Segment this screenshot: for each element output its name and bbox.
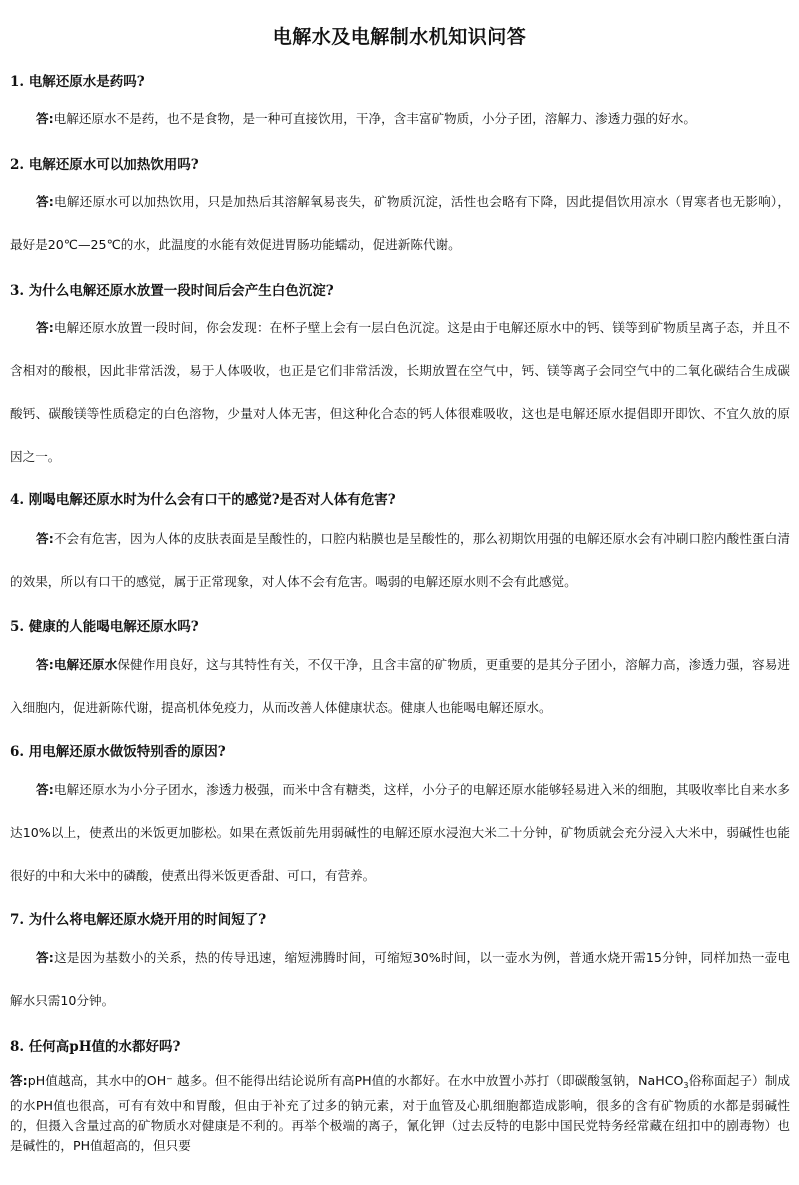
answer-label: 答: [36, 782, 54, 797]
answer-text: 电解还原水不是药，也不是食物，是一种可直接饮用，干净，含丰富矿物质，小分子团，溶解力、渗透力强的好水。 [53, 111, 696, 126]
question-1: 1. 电解还原水是药吗? [10, 74, 145, 90]
question-8: 8. 任何高pH值的水都好吗? [10, 1039, 181, 1055]
answer-4 [10, 517, 790, 603]
answer-2 [10, 180, 790, 266]
answer-label: 答: [36, 194, 54, 209]
answer-8 [10, 1071, 790, 1156]
question-3: 3. 为什么电解还原水放置一段时间后会产生白色沉淀? [10, 283, 334, 299]
question-6: 6. 用电解还原水做饭特别香的原因? [10, 744, 226, 760]
answer-7 [10, 936, 790, 1022]
answer-5 [10, 643, 790, 729]
answer-text: 电解还原水可以加热饮用，只是加热后其溶解氧易丧失，矿物质沉淀，活性也会略有下降，因此提倡饮用凉水（胃寒者也无影响），最好是20℃—25℃的水，此温度的水能有效促进胃肠功能蠕动，促进新陈代谢。 [10, 194, 790, 252]
question-4: 4. 刚喝电解还原水时为什么会有口干的感觉?是否对人体有危害? [10, 492, 396, 508]
answer-text: 保健作用良好，这与其特性有关，不仅干净，且含丰富的矿物质，更重要的是其分子团小，溶解力高，渗透力强，容易进入细胞内，促进新陈代谢，提高机体免疫力，从而改善人体健康状态。健康人也能喝电解还原水。 [10, 657, 791, 715]
answer-text-part2: 俗称面起子）制成的水PH值也很高，可有有效中和胃酸，但由于补充了过多的钠元素，对于血管及心肌细胞都造成影响，很多的含有矿物质的水都是弱碱性的，但摄入含量过高的矿物质水对健康是不利的。再举个极端的离子，氰化钾（过去反特的电影中国民党特务经常藏在纽扣中的剧毒物）也是碱性的，PH值超高的，但只要 [10, 1073, 790, 1153]
answer-3 [10, 306, 790, 478]
answer-label: 答: [36, 111, 54, 126]
answer-text: 这是因为基数小的关系，热的传导迅速，缩短沸腾时间，可缩短30%时间，以一壶水为例，普通水烧开需15分钟，同样加热一壶电解水只需10分钟。 [10, 950, 790, 1008]
answer-label: 答: [36, 320, 54, 335]
answer-label: 答:电解还原水 [36, 657, 118, 672]
question-5: 5. 健康的人能喝电解还原水吗? [10, 619, 199, 635]
answer-6 [10, 768, 790, 897]
answer-text: 电解还原水放置一段时间，你会发现：在杯子壁上会有一层白色沉淀。这是由于电解还原水中的钙、镁等到矿物质呈离子态，并且不含相对的酸根，因此非常活泼，易于人体吸收，也正是它们非常活泼，长期放置在空气中，钙、镁等离子会同空气中的二氧化碳结合生成碳酸钙、碳酸镁等性质稳定的白色溶物，少量对人体无害，但这种化合态的钙人体很难吸收，这也是电解还原水提倡即开即饮、不宜久放的原因之一。 [10, 320, 790, 464]
document-title: 电解水及电解制水机知识问答 [272, 26, 527, 48]
answer-text: 不会有危害，因为人体的皮肤表面是呈酸性的，口腔内粘膜也是呈酸性的，那么初期饮用强的电解还原水会有冲刷口腔内酸性蛋白清的效果，所以有口干的感觉，属于正常现象，对人体不会有危害。喝弱的电解还原水则不会有此感觉。 [10, 531, 790, 589]
answer-text: 电解还原水为小分子团水，渗透力极强，而米中含有糖类，这样，小分子的电解还原水能够轻易进入米的细胞，其吸收率比自来水多达10%以上，使煮出的米饭更加膨松。如果在煮饭前先用弱碱性的电解还原水浸泡大米二十分钟，矿物质就会充分浸入大米中，弱碱性也能很好的中和大米中的磷酸，使煮出得米饭更香甜、可口，有营养。 [10, 782, 790, 883]
question-7: 7. 为什么将电解还原水烧开用的时间短了? [10, 912, 267, 928]
answer-label: 答: [36, 531, 54, 546]
question-2: 2. 电解还原水可以加热饮用吗? [10, 157, 199, 173]
answer-label: 答: [36, 950, 54, 965]
subscript: 3 [683, 1081, 689, 1090]
answer-1 [10, 97, 790, 140]
answer-label: 答: [10, 1073, 28, 1088]
answer-text-part1: pH值越高，其水中的OH⁻ 越多。但不能得出结论说所有高PH值的水都好。在水中放置小苏打（即碳酸氢钠，NaHCO [27, 1073, 684, 1088]
